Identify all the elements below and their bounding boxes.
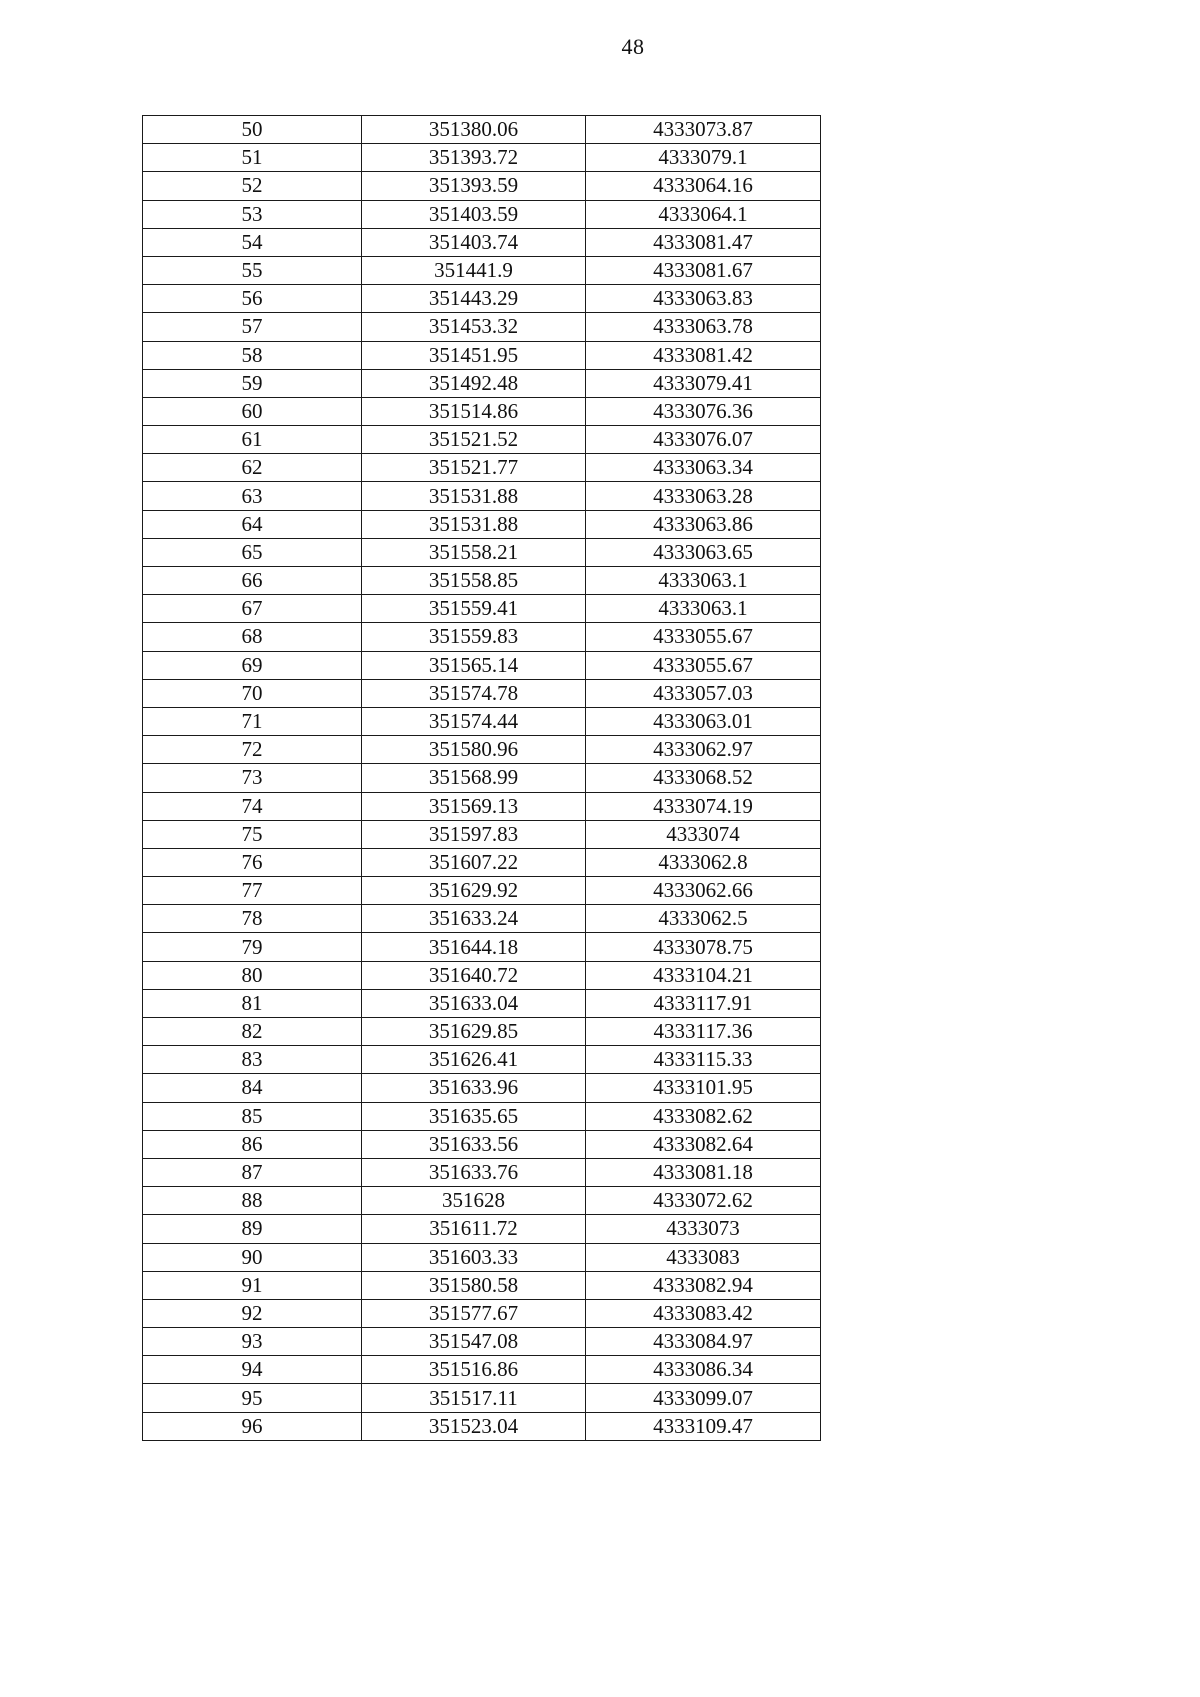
x-coordinate-cell: 351611.72 <box>362 1215 586 1243</box>
x-coordinate-cell: 351574.44 <box>362 707 586 735</box>
y-coordinate-cell: 4333062.8 <box>586 848 821 876</box>
x-coordinate-cell: 351393.59 <box>362 172 586 200</box>
point-number-cell: 91 <box>143 1271 362 1299</box>
point-number-cell: 81 <box>143 989 362 1017</box>
point-number-cell: 78 <box>143 905 362 933</box>
y-coordinate-cell: 4333063.86 <box>586 510 821 538</box>
y-coordinate-cell: 4333082.94 <box>586 1271 821 1299</box>
point-number-cell: 86 <box>143 1130 362 1158</box>
table-row <box>143 567 821 595</box>
point-number-cell: 56 <box>143 285 362 313</box>
x-coordinate-cell: 351516.86 <box>362 1356 586 1384</box>
y-coordinate-cell: 4333063.28 <box>586 482 821 510</box>
y-coordinate-cell: 4333072.62 <box>586 1187 821 1215</box>
y-coordinate-cell: 4333073 <box>586 1215 821 1243</box>
y-coordinate-cell: 4333081.42 <box>586 341 821 369</box>
y-coordinate-cell: 4333063.1 <box>586 595 821 623</box>
y-coordinate-cell: 4333078.75 <box>586 933 821 961</box>
point-number-cell: 71 <box>143 707 362 735</box>
x-coordinate-cell: 351559.41 <box>362 595 586 623</box>
x-coordinate-cell: 351523.04 <box>362 1412 586 1440</box>
table-row <box>143 285 821 313</box>
y-coordinate-cell: 4333117.36 <box>586 1018 821 1046</box>
table-row <box>143 1243 821 1271</box>
point-number-cell: 89 <box>143 1215 362 1243</box>
x-coordinate-cell: 351633.04 <box>362 989 586 1017</box>
table-row <box>143 905 821 933</box>
y-coordinate-cell: 4333063.1 <box>586 567 821 595</box>
table-row <box>143 679 821 707</box>
y-coordinate-cell: 4333074.19 <box>586 792 821 820</box>
x-coordinate-cell: 351441.9 <box>362 256 586 284</box>
y-coordinate-cell: 4333083.42 <box>586 1299 821 1327</box>
point-number-cell: 67 <box>143 595 362 623</box>
x-coordinate-cell: 351633.76 <box>362 1158 586 1186</box>
y-coordinate-cell: 4333081.67 <box>586 256 821 284</box>
point-number-cell: 70 <box>143 679 362 707</box>
y-coordinate-cell: 4333063.83 <box>586 285 821 313</box>
table-row <box>143 454 821 482</box>
table-row <box>143 1074 821 1102</box>
point-number-cell: 95 <box>143 1384 362 1412</box>
table-row <box>143 623 821 651</box>
x-coordinate-cell: 351492.48 <box>362 369 586 397</box>
point-number-cell: 92 <box>143 1299 362 1327</box>
point-number-cell: 63 <box>143 482 362 510</box>
y-coordinate-cell: 4333081.18 <box>586 1158 821 1186</box>
y-coordinate-cell: 4333063.78 <box>586 313 821 341</box>
y-coordinate-cell: 4333068.52 <box>586 764 821 792</box>
point-number-cell: 62 <box>143 454 362 482</box>
point-number-cell: 65 <box>143 538 362 566</box>
y-coordinate-cell: 4333062.5 <box>586 905 821 933</box>
point-number-cell: 57 <box>143 313 362 341</box>
y-coordinate-cell: 4333082.62 <box>586 1102 821 1130</box>
x-coordinate-cell: 351568.99 <box>362 764 586 792</box>
point-number-cell: 88 <box>143 1187 362 1215</box>
y-coordinate-cell: 4333076.07 <box>586 426 821 454</box>
point-number-cell: 72 <box>143 736 362 764</box>
point-number-cell: 53 <box>143 200 362 228</box>
table-row <box>143 1187 821 1215</box>
point-number-cell: 84 <box>143 1074 362 1102</box>
table-row <box>143 1130 821 1158</box>
point-number-cell: 60 <box>143 397 362 425</box>
y-coordinate-cell: 4333115.33 <box>586 1046 821 1074</box>
y-coordinate-cell: 4333079.41 <box>586 369 821 397</box>
y-coordinate-cell: 4333099.07 <box>586 1384 821 1412</box>
point-number-cell: 69 <box>143 651 362 679</box>
x-coordinate-cell: 351451.95 <box>362 341 586 369</box>
table-row <box>143 1271 821 1299</box>
x-coordinate-cell: 351531.88 <box>362 482 586 510</box>
table-row <box>143 989 821 1017</box>
y-coordinate-cell: 4333081.47 <box>586 228 821 256</box>
y-coordinate-cell: 4333083 <box>586 1243 821 1271</box>
table-row <box>143 595 821 623</box>
table-row <box>143 369 821 397</box>
point-number-cell: 93 <box>143 1328 362 1356</box>
y-coordinate-cell: 4333079.1 <box>586 144 821 172</box>
point-number-cell: 82 <box>143 1018 362 1046</box>
table-row <box>143 1299 821 1327</box>
y-coordinate-cell: 4333063.34 <box>586 454 821 482</box>
x-coordinate-cell: 351597.83 <box>362 820 586 848</box>
point-number-cell: 61 <box>143 426 362 454</box>
table-row <box>143 1018 821 1046</box>
x-coordinate-cell: 351644.18 <box>362 933 586 961</box>
x-coordinate-cell: 351514.86 <box>362 397 586 425</box>
table-row <box>143 764 821 792</box>
table-row <box>143 961 821 989</box>
table-row <box>143 538 821 566</box>
point-number-cell: 50 <box>143 116 362 144</box>
coordinates-table <box>142 115 821 1441</box>
x-coordinate-cell: 351628 <box>362 1187 586 1215</box>
point-number-cell: 52 <box>143 172 362 200</box>
y-coordinate-cell: 4333074 <box>586 820 821 848</box>
point-number-cell: 96 <box>143 1412 362 1440</box>
y-coordinate-cell: 4333076.36 <box>586 397 821 425</box>
x-coordinate-cell: 351633.56 <box>362 1130 586 1158</box>
x-coordinate-cell: 351558.85 <box>362 567 586 595</box>
x-coordinate-cell: 351565.14 <box>362 651 586 679</box>
table-row <box>143 736 821 764</box>
x-coordinate-cell: 351629.92 <box>362 877 586 905</box>
point-number-cell: 77 <box>143 877 362 905</box>
y-coordinate-cell: 4333055.67 <box>586 651 821 679</box>
table-row <box>143 1328 821 1356</box>
table-row <box>143 1384 821 1412</box>
coordinates-table-body <box>143 116 821 1441</box>
y-coordinate-cell: 4333084.97 <box>586 1328 821 1356</box>
table-row <box>143 341 821 369</box>
table-row <box>143 1356 821 1384</box>
x-coordinate-cell: 351531.88 <box>362 510 586 538</box>
x-coordinate-cell: 351633.24 <box>362 905 586 933</box>
table-row <box>143 651 821 679</box>
x-coordinate-cell: 351635.65 <box>362 1102 586 1130</box>
x-coordinate-cell: 351629.85 <box>362 1018 586 1046</box>
y-coordinate-cell: 4333117.91 <box>586 989 821 1017</box>
table-row <box>143 144 821 172</box>
y-coordinate-cell: 4333063.01 <box>586 707 821 735</box>
point-number-cell: 85 <box>143 1102 362 1130</box>
x-coordinate-cell: 351574.78 <box>362 679 586 707</box>
y-coordinate-cell: 4333062.97 <box>586 736 821 764</box>
table-row <box>143 1046 821 1074</box>
point-number-cell: 79 <box>143 933 362 961</box>
table-row <box>143 116 821 144</box>
point-number-cell: 58 <box>143 341 362 369</box>
y-coordinate-cell: 4333109.47 <box>586 1412 821 1440</box>
point-number-cell: 54 <box>143 228 362 256</box>
x-coordinate-cell: 351403.59 <box>362 200 586 228</box>
table-row <box>143 1412 821 1440</box>
x-coordinate-cell: 351393.72 <box>362 144 586 172</box>
x-coordinate-cell: 351569.13 <box>362 792 586 820</box>
point-number-cell: 55 <box>143 256 362 284</box>
point-number-cell: 51 <box>143 144 362 172</box>
table-row <box>143 172 821 200</box>
table-row <box>143 482 821 510</box>
point-number-cell: 76 <box>143 848 362 876</box>
point-number-cell: 90 <box>143 1243 362 1271</box>
x-coordinate-cell: 351380.06 <box>362 116 586 144</box>
y-coordinate-cell: 4333064.1 <box>586 200 821 228</box>
point-number-cell: 68 <box>143 623 362 651</box>
x-coordinate-cell: 351577.67 <box>362 1299 586 1327</box>
table-row <box>143 510 821 538</box>
point-number-cell: 80 <box>143 961 362 989</box>
point-number-cell: 64 <box>143 510 362 538</box>
point-number-cell: 94 <box>143 1356 362 1384</box>
x-coordinate-cell: 351633.96 <box>362 1074 586 1102</box>
table-row <box>143 707 821 735</box>
x-coordinate-cell: 351580.58 <box>362 1271 586 1299</box>
point-number-cell: 74 <box>143 792 362 820</box>
y-coordinate-cell: 4333086.34 <box>586 1356 821 1384</box>
table-row <box>143 1215 821 1243</box>
y-coordinate-cell: 4333063.65 <box>586 538 821 566</box>
table-row <box>143 228 821 256</box>
x-coordinate-cell: 351607.22 <box>362 848 586 876</box>
table-row <box>143 200 821 228</box>
table-row <box>143 256 821 284</box>
x-coordinate-cell: 351603.33 <box>362 1243 586 1271</box>
x-coordinate-cell: 351559.83 <box>362 623 586 651</box>
x-coordinate-cell: 351521.77 <box>362 454 586 482</box>
x-coordinate-cell: 351517.11 <box>362 1384 586 1412</box>
y-coordinate-cell: 4333101.95 <box>586 1074 821 1102</box>
y-coordinate-cell: 4333082.64 <box>586 1130 821 1158</box>
point-number-cell: 73 <box>143 764 362 792</box>
x-coordinate-cell: 351558.21 <box>362 538 586 566</box>
y-coordinate-cell: 4333064.16 <box>586 172 821 200</box>
table-row <box>143 1158 821 1186</box>
table-row <box>143 877 821 905</box>
x-coordinate-cell: 351626.41 <box>362 1046 586 1074</box>
table-row <box>143 848 821 876</box>
point-number-cell: 83 <box>143 1046 362 1074</box>
x-coordinate-cell: 351453.32 <box>362 313 586 341</box>
table-row <box>143 426 821 454</box>
point-number-cell: 87 <box>143 1158 362 1186</box>
table-row <box>143 820 821 848</box>
point-number-cell: 75 <box>143 820 362 848</box>
y-coordinate-cell: 4333055.67 <box>586 623 821 651</box>
point-number-cell: 59 <box>143 369 362 397</box>
table-row <box>143 397 821 425</box>
table-row <box>143 1102 821 1130</box>
y-coordinate-cell: 4333104.21 <box>586 961 821 989</box>
x-coordinate-cell: 351580.96 <box>362 736 586 764</box>
table-row <box>143 792 821 820</box>
y-coordinate-cell: 4333057.03 <box>586 679 821 707</box>
x-coordinate-cell: 351547.08 <box>362 1328 586 1356</box>
table-row <box>143 933 821 961</box>
page-number: 48 <box>621 34 645 59</box>
x-coordinate-cell: 351640.72 <box>362 961 586 989</box>
y-coordinate-cell: 4333062.66 <box>586 877 821 905</box>
x-coordinate-cell: 351521.52 <box>362 426 586 454</box>
y-coordinate-cell: 4333073.87 <box>586 116 821 144</box>
x-coordinate-cell: 351403.74 <box>362 228 586 256</box>
point-number-cell: 66 <box>143 567 362 595</box>
table-row <box>143 313 821 341</box>
x-coordinate-cell: 351443.29 <box>362 285 586 313</box>
